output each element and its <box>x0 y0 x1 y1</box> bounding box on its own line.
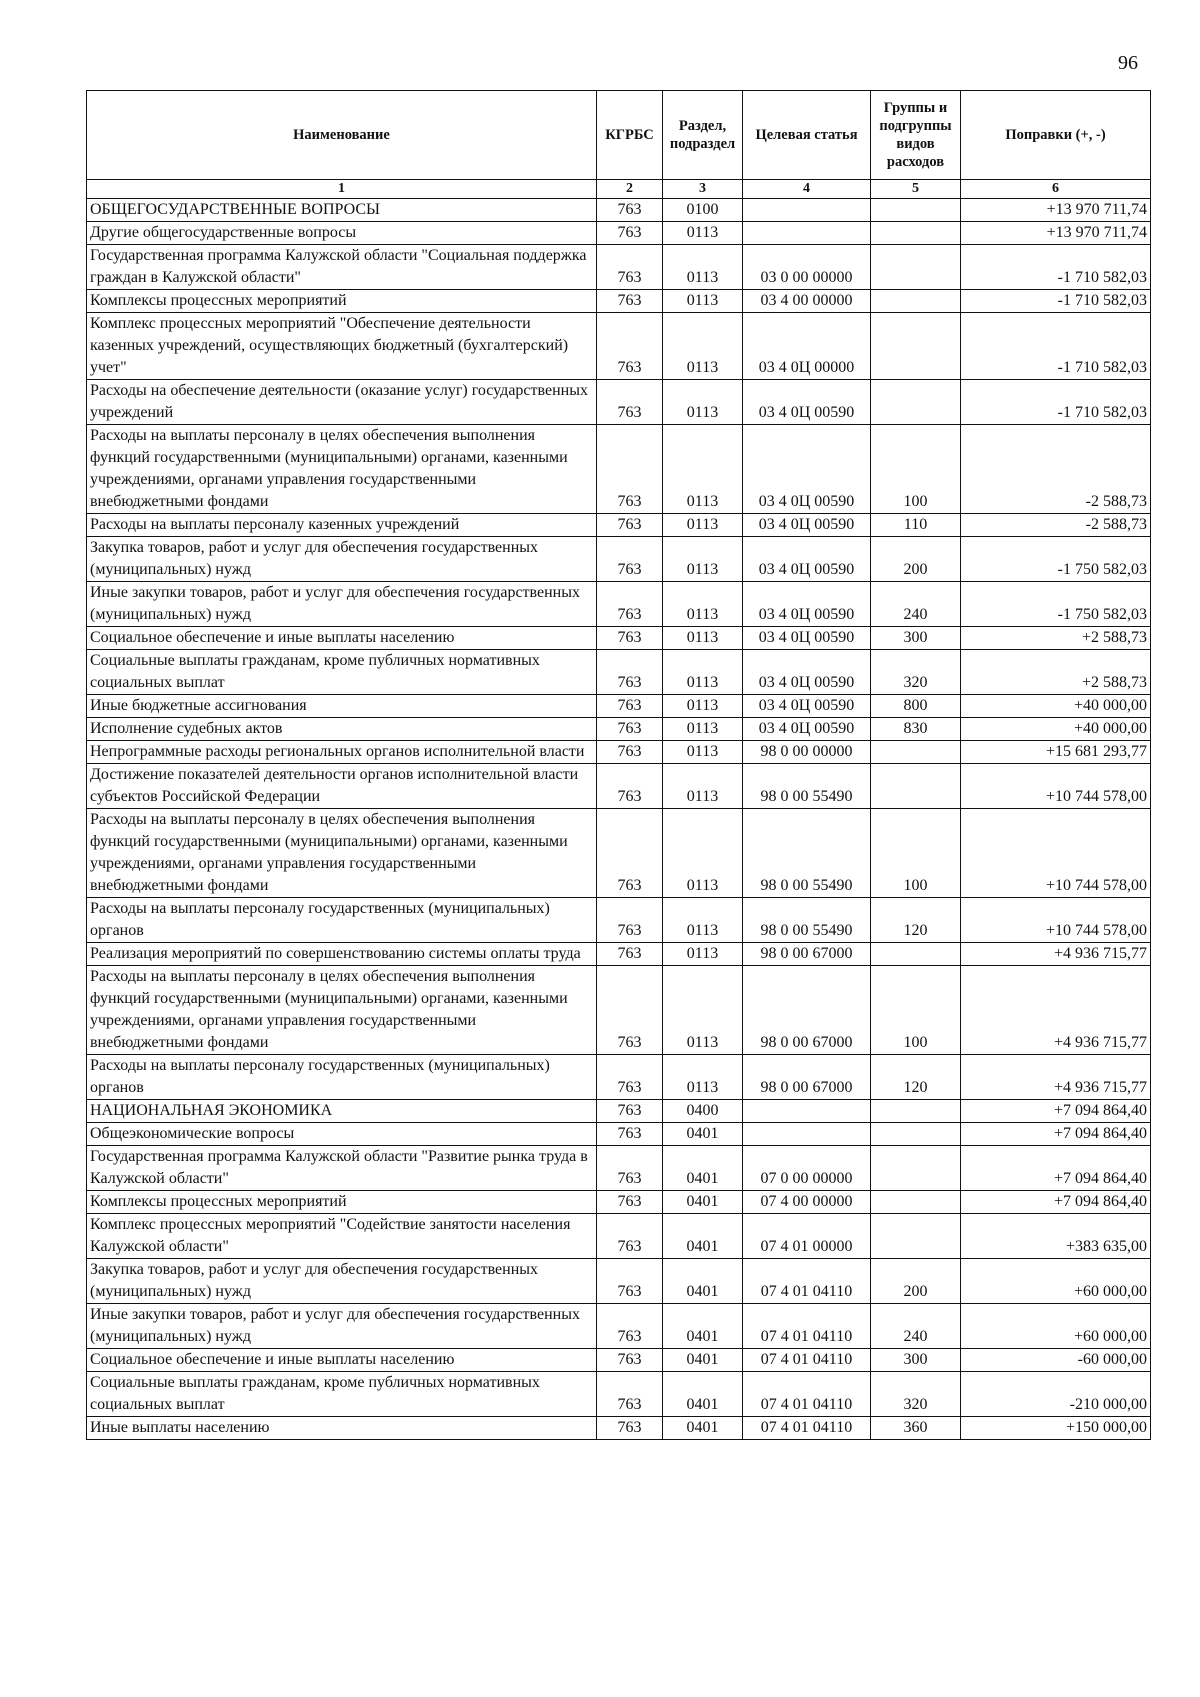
row-group-cell: 200 <box>871 537 961 582</box>
row-kgrbs-cell: 763 <box>597 1417 663 1440</box>
row-target-cell: 07 4 01 04110 <box>743 1304 871 1349</box>
row-group-cell <box>871 1146 961 1191</box>
table-row <box>87 627 1151 650</box>
row-amount-cell: +150 000,00 <box>961 1417 1151 1440</box>
row-section-cell: 0113 <box>663 537 743 582</box>
row-section-cell: 0401 <box>663 1304 743 1349</box>
row-name-cell: Иные закупки товаров, работ и услуг для обеспечения государственных (муниципальных) нужд <box>87 1304 597 1349</box>
row-group-cell <box>871 1100 961 1123</box>
row-kgrbs-cell: 763 <box>597 718 663 741</box>
row-name-cell: Комплексы процессных мероприятий <box>87 290 597 313</box>
row-target-cell: 03 4 0Ц 00590 <box>743 718 871 741</box>
row-group-cell <box>871 222 961 245</box>
row-name-cell: Социальное обеспечение и иные выплаты населению <box>87 1349 597 1372</box>
row-amount-cell: +7 094 864,40 <box>961 1146 1151 1191</box>
row-section-cell: 0113 <box>663 627 743 650</box>
row-section-cell: 0113 <box>663 1055 743 1100</box>
row-target-cell: 03 4 00 00000 <box>743 290 871 313</box>
table-row <box>87 514 1151 537</box>
col-header-groups: Группы и подгруппы видов расходов <box>871 91 961 180</box>
col-header-kgrbs: КГРБС <box>597 91 663 180</box>
row-kgrbs-cell: 763 <box>597 1304 663 1349</box>
row-section-cell: 0113 <box>663 425 743 514</box>
row-group-cell: 100 <box>871 809 961 898</box>
row-target-cell: 03 4 0Ц 00000 <box>743 313 871 380</box>
row-amount-cell: -60 000,00 <box>961 1349 1151 1372</box>
table-row <box>87 809 1151 898</box>
row-kgrbs-cell: 763 <box>597 1214 663 1259</box>
row-section-cell: 0113 <box>663 380 743 425</box>
table-row <box>87 1214 1151 1259</box>
row-name-cell: Государственная программа Калужской области "Социальная поддержка граждан в Калужской области" <box>87 245 597 290</box>
row-section-cell: 0113 <box>663 809 743 898</box>
table-row <box>87 1349 1151 1372</box>
col-header-name: Наименование <box>87 91 597 180</box>
row-section-cell: 0113 <box>663 313 743 380</box>
row-section-cell: 0113 <box>663 764 743 809</box>
row-section-cell: 0113 <box>663 741 743 764</box>
row-section-cell: 0401 <box>663 1259 743 1304</box>
row-section-cell: 0401 <box>663 1349 743 1372</box>
row-name-cell: Закупка товаров, работ и услуг для обеспечения государственных (муниципальных) нужд <box>87 1259 597 1304</box>
row-amount-cell: -1 710 582,03 <box>961 290 1151 313</box>
col-header-target: Целевая статья <box>743 91 871 180</box>
row-group-cell <box>871 313 961 380</box>
row-amount-cell: -210 000,00 <box>961 1372 1151 1417</box>
row-group-cell: 200 <box>871 1259 961 1304</box>
row-amount-cell: +13 970 711,74 <box>961 222 1151 245</box>
row-section-cell: 0113 <box>663 582 743 627</box>
row-amount-cell: +4 936 715,77 <box>961 943 1151 966</box>
table-body <box>87 199 1151 1440</box>
table-header-row <box>87 91 1151 180</box>
row-section-cell: 0113 <box>663 245 743 290</box>
table-row <box>87 650 1151 695</box>
row-group-cell: 360 <box>871 1417 961 1440</box>
table-row <box>87 1417 1151 1440</box>
row-amount-cell: -1 750 582,03 <box>961 582 1151 627</box>
row-amount-cell: +10 744 578,00 <box>961 898 1151 943</box>
row-name-cell: Реализация мероприятий по совершенствованию системы оплаты труда <box>87 943 597 966</box>
row-name-cell: Общеэкономические вопросы <box>87 1123 597 1146</box>
row-group-cell: 300 <box>871 627 961 650</box>
table-row <box>87 1100 1151 1123</box>
row-group-cell <box>871 1214 961 1259</box>
row-group-cell: 120 <box>871 1055 961 1100</box>
row-target-cell: 07 4 01 04110 <box>743 1417 871 1440</box>
row-name-cell: Государственная программа Калужской области "Развитие рынка труда в Калужской области" <box>87 1146 597 1191</box>
row-target-cell: 98 0 00 67000 <box>743 1055 871 1100</box>
table-row <box>87 764 1151 809</box>
row-kgrbs-cell: 763 <box>597 1055 663 1100</box>
table-row <box>87 898 1151 943</box>
table-row <box>87 290 1151 313</box>
row-section-cell: 0113 <box>663 898 743 943</box>
row-section-cell: 0401 <box>663 1372 743 1417</box>
row-kgrbs-cell: 763 <box>597 1259 663 1304</box>
row-kgrbs-cell: 763 <box>597 1191 663 1214</box>
row-amount-cell: -2 588,73 <box>961 514 1151 537</box>
table-row <box>87 199 1151 222</box>
table-row <box>87 966 1151 1055</box>
table-row <box>87 582 1151 627</box>
row-target-cell <box>743 222 871 245</box>
row-target-cell: 03 4 0Ц 00590 <box>743 650 871 695</box>
row-amount-cell: -1 710 582,03 <box>961 245 1151 290</box>
row-group-cell: 320 <box>871 650 961 695</box>
row-group-cell: 240 <box>871 1304 961 1349</box>
table-row <box>87 425 1151 514</box>
row-target-cell <box>743 1123 871 1146</box>
row-group-cell: 830 <box>871 718 961 741</box>
row-target-cell: 07 4 00 00000 <box>743 1191 871 1214</box>
row-kgrbs-cell: 763 <box>597 1372 663 1417</box>
row-amount-cell: +7 094 864,40 <box>961 1191 1151 1214</box>
table-row <box>87 943 1151 966</box>
row-target-cell: 98 0 00 55490 <box>743 764 871 809</box>
row-section-cell: 0113 <box>663 290 743 313</box>
col-number: 3 <box>663 180 743 199</box>
row-amount-cell: +2 588,73 <box>961 650 1151 695</box>
row-name-cell: ОБЩЕГОСУДАРСТВЕННЫЕ ВОПРОСЫ <box>87 199 597 222</box>
col-header-amendments: Поправки (+, -) <box>961 91 1151 180</box>
row-kgrbs-cell: 763 <box>597 514 663 537</box>
row-kgrbs-cell: 763 <box>597 1146 663 1191</box>
row-name-cell: Расходы на выплаты персоналу в целях обеспечения выполнения функций государственными (муниципальными) органами, казенными учреждениями, органами управления государственными внебюджетными фондами <box>87 425 597 514</box>
row-amount-cell: +7 094 864,40 <box>961 1100 1151 1123</box>
row-group-cell <box>871 199 961 222</box>
row-target-cell: 03 4 0Ц 00590 <box>743 627 871 650</box>
row-name-cell: Непрограммные расходы региональных органов исполнительной власти <box>87 741 597 764</box>
row-section-cell: 0401 <box>663 1214 743 1259</box>
row-section-cell: 0113 <box>663 222 743 245</box>
row-kgrbs-cell: 763 <box>597 537 663 582</box>
row-section-cell: 0113 <box>663 718 743 741</box>
row-target-cell: 03 4 0Ц 00590 <box>743 380 871 425</box>
row-group-cell <box>871 943 961 966</box>
page-number: 96 <box>1118 52 1138 74</box>
row-kgrbs-cell: 763 <box>597 222 663 245</box>
table-row <box>87 1055 1151 1100</box>
row-amount-cell: -1 750 582,03 <box>961 537 1151 582</box>
row-group-cell <box>871 741 961 764</box>
row-target-cell: 98 0 00 55490 <box>743 809 871 898</box>
row-amount-cell: +40 000,00 <box>961 695 1151 718</box>
row-amount-cell: +4 936 715,77 <box>961 1055 1151 1100</box>
row-target-cell: 07 4 01 04110 <box>743 1349 871 1372</box>
row-amount-cell: +2 588,73 <box>961 627 1151 650</box>
row-kgrbs-cell: 763 <box>597 1123 663 1146</box>
col-number: 2 <box>597 180 663 199</box>
row-group-cell: 300 <box>871 1349 961 1372</box>
row-section-cell: 0401 <box>663 1191 743 1214</box>
row-section-cell: 0401 <box>663 1146 743 1191</box>
row-kgrbs-cell: 763 <box>597 943 663 966</box>
row-target-cell: 03 0 00 00000 <box>743 245 871 290</box>
row-kgrbs-cell: 763 <box>597 764 663 809</box>
col-number: 5 <box>871 180 961 199</box>
row-group-cell <box>871 1123 961 1146</box>
row-amount-cell: -2 588,73 <box>961 425 1151 514</box>
table-row <box>87 313 1151 380</box>
row-amount-cell: +13 970 711,74 <box>961 199 1151 222</box>
row-name-cell: Социальное обеспечение и иные выплаты населению <box>87 627 597 650</box>
row-name-cell: Расходы на выплаты персоналу в целях обеспечения выполнения функций государственными (муниципальными) органами, казенными учреждениями, органами управления государственными внебюджетными фондами <box>87 809 597 898</box>
row-amount-cell: +15 681 293,77 <box>961 741 1151 764</box>
row-kgrbs-cell: 763 <box>597 245 663 290</box>
row-group-cell <box>871 380 961 425</box>
row-target-cell: 03 4 0Ц 00590 <box>743 425 871 514</box>
table-row <box>87 718 1151 741</box>
table-row <box>87 1304 1151 1349</box>
table-row <box>87 222 1151 245</box>
row-amount-cell: +7 094 864,40 <box>961 1123 1151 1146</box>
row-amount-cell: +4 936 715,77 <box>961 966 1151 1055</box>
row-kgrbs-cell: 763 <box>597 695 663 718</box>
row-kgrbs-cell: 763 <box>597 582 663 627</box>
row-amount-cell: +40 000,00 <box>961 718 1151 741</box>
table-row <box>87 1123 1151 1146</box>
row-target-cell: 07 4 01 04110 <box>743 1372 871 1417</box>
row-amount-cell: +383 635,00 <box>961 1214 1151 1259</box>
row-kgrbs-cell: 763 <box>597 425 663 514</box>
row-group-cell: 320 <box>871 1372 961 1417</box>
row-target-cell: 07 4 01 00000 <box>743 1214 871 1259</box>
row-section-cell: 0113 <box>663 966 743 1055</box>
row-group-cell: 800 <box>871 695 961 718</box>
row-name-cell: Комплекс процессных мероприятий "Содействие занятости населения Калужской области" <box>87 1214 597 1259</box>
col-number: 1 <box>87 180 597 199</box>
row-amount-cell: -1 710 582,03 <box>961 380 1151 425</box>
table-row <box>87 1259 1151 1304</box>
row-name-cell: Расходы на обеспечение деятельности (оказание услуг) государственных учреждений <box>87 380 597 425</box>
row-name-cell: Расходы на выплаты персоналу государственных (муниципальных) органов <box>87 898 597 943</box>
row-name-cell: Расходы на выплаты персоналу в целях обеспечения выполнения функций государственными (муниципальными) органами, казенными учреждениями, органами управления государственными внебюджетными фондами <box>87 966 597 1055</box>
row-name-cell: Иные бюджетные ассигнования <box>87 695 597 718</box>
table-row <box>87 537 1151 582</box>
row-name-cell: Комплексы процессных мероприятий <box>87 1191 597 1214</box>
row-kgrbs-cell: 763 <box>597 1349 663 1372</box>
row-kgrbs-cell: 763 <box>597 627 663 650</box>
row-section-cell: 0401 <box>663 1123 743 1146</box>
table-row <box>87 695 1151 718</box>
col-number: 6 <box>961 180 1151 199</box>
row-kgrbs-cell: 763 <box>597 650 663 695</box>
row-group-cell: 100 <box>871 425 961 514</box>
table-row <box>87 1191 1151 1214</box>
col-header-section: Раздел, подраздел <box>663 91 743 180</box>
row-section-cell: 0113 <box>663 650 743 695</box>
row-group-cell <box>871 290 961 313</box>
row-amount-cell: -1 710 582,03 <box>961 313 1151 380</box>
row-section-cell: 0100 <box>663 199 743 222</box>
row-target-cell: 03 4 0Ц 00590 <box>743 537 871 582</box>
row-name-cell: Комплекс процессных мероприятий "Обеспечение деятельности казенных учреждений, осуществляющих бюджетный (бухгалтерский) учет" <box>87 313 597 380</box>
budget-amendments-table <box>86 90 1151 1440</box>
row-target-cell: 07 4 01 04110 <box>743 1259 871 1304</box>
row-group-cell: 120 <box>871 898 961 943</box>
row-section-cell: 0113 <box>663 514 743 537</box>
row-kgrbs-cell: 763 <box>597 741 663 764</box>
row-name-cell: Социальные выплаты гражданам, кроме публичных нормативных социальных выплат <box>87 650 597 695</box>
row-target-cell: 03 4 0Ц 00590 <box>743 695 871 718</box>
row-section-cell: 0113 <box>663 943 743 966</box>
row-target-cell: 03 4 0Ц 00590 <box>743 582 871 627</box>
row-name-cell: Социальные выплаты гражданам, кроме публичных нормативных социальных выплат <box>87 1372 597 1417</box>
row-target-cell: 98 0 00 67000 <box>743 966 871 1055</box>
row-kgrbs-cell: 763 <box>597 898 663 943</box>
row-name-cell: НАЦИОНАЛЬНАЯ ЭКОНОМИКА <box>87 1100 597 1123</box>
row-group-cell: 100 <box>871 966 961 1055</box>
row-name-cell: Другие общегосударственные вопросы <box>87 222 597 245</box>
row-kgrbs-cell: 763 <box>597 199 663 222</box>
row-kgrbs-cell: 763 <box>597 290 663 313</box>
row-target-cell: 98 0 00 00000 <box>743 741 871 764</box>
row-section-cell: 0400 <box>663 1100 743 1123</box>
column-number-row <box>87 180 1151 199</box>
row-target-cell: 07 0 00 00000 <box>743 1146 871 1191</box>
table-row <box>87 1372 1151 1417</box>
row-section-cell: 0113 <box>663 695 743 718</box>
row-kgrbs-cell: 763 <box>597 809 663 898</box>
row-name-cell: Расходы на выплаты персоналу государственных (муниципальных) органов <box>87 1055 597 1100</box>
row-kgrbs-cell: 763 <box>597 313 663 380</box>
row-kgrbs-cell: 763 <box>597 1100 663 1123</box>
table-row <box>87 245 1151 290</box>
row-name-cell: Расходы на выплаты персоналу казенных учреждений <box>87 514 597 537</box>
table-row <box>87 380 1151 425</box>
row-name-cell: Исполнение судебных актов <box>87 718 597 741</box>
row-group-cell <box>871 1191 961 1214</box>
row-kgrbs-cell: 763 <box>597 966 663 1055</box>
table-row <box>87 1146 1151 1191</box>
row-group-cell: 110 <box>871 514 961 537</box>
row-amount-cell: +10 744 578,00 <box>961 809 1151 898</box>
row-target-cell <box>743 199 871 222</box>
row-name-cell: Достижение показателей деятельности органов исполнительной власти субъектов Российской Федерации <box>87 764 597 809</box>
row-amount-cell: +60 000,00 <box>961 1304 1151 1349</box>
row-name-cell: Иные выплаты населению <box>87 1417 597 1440</box>
col-number: 4 <box>743 180 871 199</box>
row-amount-cell: +10 744 578,00 <box>961 764 1151 809</box>
row-name-cell: Иные закупки товаров, работ и услуг для обеспечения государственных (муниципальных) нужд <box>87 582 597 627</box>
row-kgrbs-cell: 763 <box>597 380 663 425</box>
row-section-cell: 0401 <box>663 1417 743 1440</box>
row-group-cell <box>871 245 961 290</box>
row-target-cell: 03 4 0Ц 00590 <box>743 514 871 537</box>
row-name-cell: Закупка товаров, работ и услуг для обеспечения государственных (муниципальных) нужд <box>87 537 597 582</box>
table-row <box>87 741 1151 764</box>
row-target-cell <box>743 1100 871 1123</box>
row-target-cell: 98 0 00 55490 <box>743 898 871 943</box>
row-group-cell <box>871 764 961 809</box>
row-target-cell: 98 0 00 67000 <box>743 943 871 966</box>
row-group-cell: 240 <box>871 582 961 627</box>
row-amount-cell: +60 000,00 <box>961 1259 1151 1304</box>
